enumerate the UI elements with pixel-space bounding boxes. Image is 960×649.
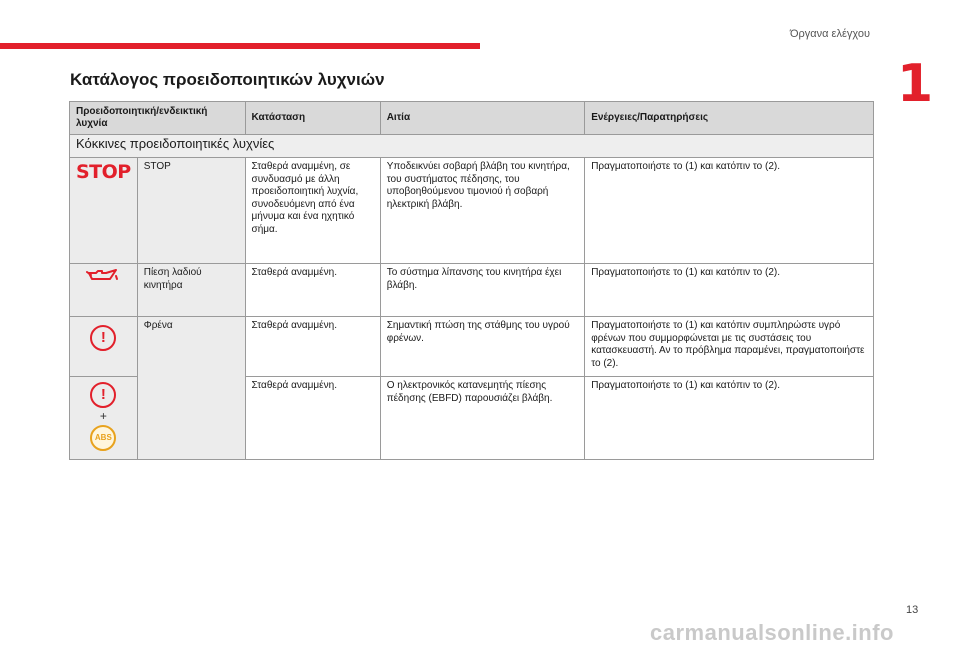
- warning-lights-table: [69, 101, 874, 460]
- table-row: [70, 317, 874, 377]
- top-accent-bar: [0, 43, 480, 49]
- icon-cell: [70, 377, 138, 460]
- plus-sign: +: [99, 409, 107, 423]
- watermark: carmanualsonline.info: [650, 620, 894, 645]
- light-label: STOP: [137, 158, 245, 264]
- page-heading: Κατάλογος προειδοποιητικών λυχνιών: [70, 70, 385, 89]
- stop-icon: STOP: [76, 161, 131, 183]
- icon-cell: [70, 158, 138, 264]
- header-action: Ενέργειες/Παρατηρήσεις: [585, 102, 874, 135]
- cause-cell: Ο ηλεκτρονικός κατανεμητής πίεσης πέδησης (EBFD) παρουσιάζει βλάβη.: [380, 377, 584, 460]
- page-number: 13: [906, 604, 919, 616]
- state-cell: Σταθερά αναμμένη.: [245, 317, 380, 377]
- action-cell: Πραγματοποιήστε το (1) και κατόπιν το (2).: [585, 377, 874, 460]
- chapter-number: 1: [897, 54, 934, 114]
- brake-warning-icon: !: [90, 325, 116, 351]
- action-cell: Πραγματοποιήστε το (1) και κατόπιν το (2).: [585, 264, 874, 317]
- oil-can-icon: [86, 267, 120, 283]
- cause-cell: Υποδεικνύει σοβαρή βλάβη του κινητήρα, του συστήματος πέδησης, του υποβοηθούμενου τιμονιού ή σοβαρή ηλεκτρική βλάβη.: [380, 158, 584, 264]
- group-title: Κόκκινες προειδοποιητικές λυχνίες: [70, 135, 874, 158]
- state-cell: Σταθερά αναμμένη, σε συνδυασμό με άλλη προειδοποιητική λυχνία, συνοδευόμενη από ένα μήνυμα και ένα ηχητικό σήμα.: [245, 158, 380, 264]
- header-state: Κατάσταση: [245, 102, 380, 135]
- action-cell: Πραγματοποιήστε το (1) και κατόπιν το (2).: [585, 158, 874, 264]
- light-label: Πίεση λαδιού κινητήρα: [137, 264, 245, 317]
- group-row: [70, 135, 874, 158]
- icon-cell: [70, 264, 138, 317]
- table-header-row: [70, 102, 874, 135]
- table-row: [70, 264, 874, 317]
- state-cell: Σταθερά αναμμένη.: [245, 377, 380, 460]
- state-cell: Σταθερά αναμμένη.: [245, 264, 380, 317]
- header-light: Προειδοποιητική/ενδεικτική λυχνία: [70, 102, 246, 135]
- abs-icon: ABS: [90, 425, 116, 451]
- header-cause: Αιτία: [380, 102, 584, 135]
- action-cell: Πραγματοποιήστε το (1) και κατόπιν συμπληρώστε υγρό φρένων που συμμορφώνεται με τις συστάσεις του κατασκευαστή. Αν το πρόβλημα παραμένει, πραγματοποιήστε το (2).: [585, 317, 874, 377]
- table-row: [70, 158, 874, 264]
- section-title: Όργανα ελέγχου: [790, 28, 870, 40]
- brake-warning-icon: !: [90, 382, 116, 408]
- cause-cell: Σημαντική πτώση της στάθμης του υγρού φρένων.: [380, 317, 584, 377]
- icon-cell: [70, 317, 138, 377]
- cause-cell: Το σύστημα λίπανσης του κινητήρα έχει βλάβη.: [380, 264, 584, 317]
- light-label: Φρένα: [137, 317, 245, 460]
